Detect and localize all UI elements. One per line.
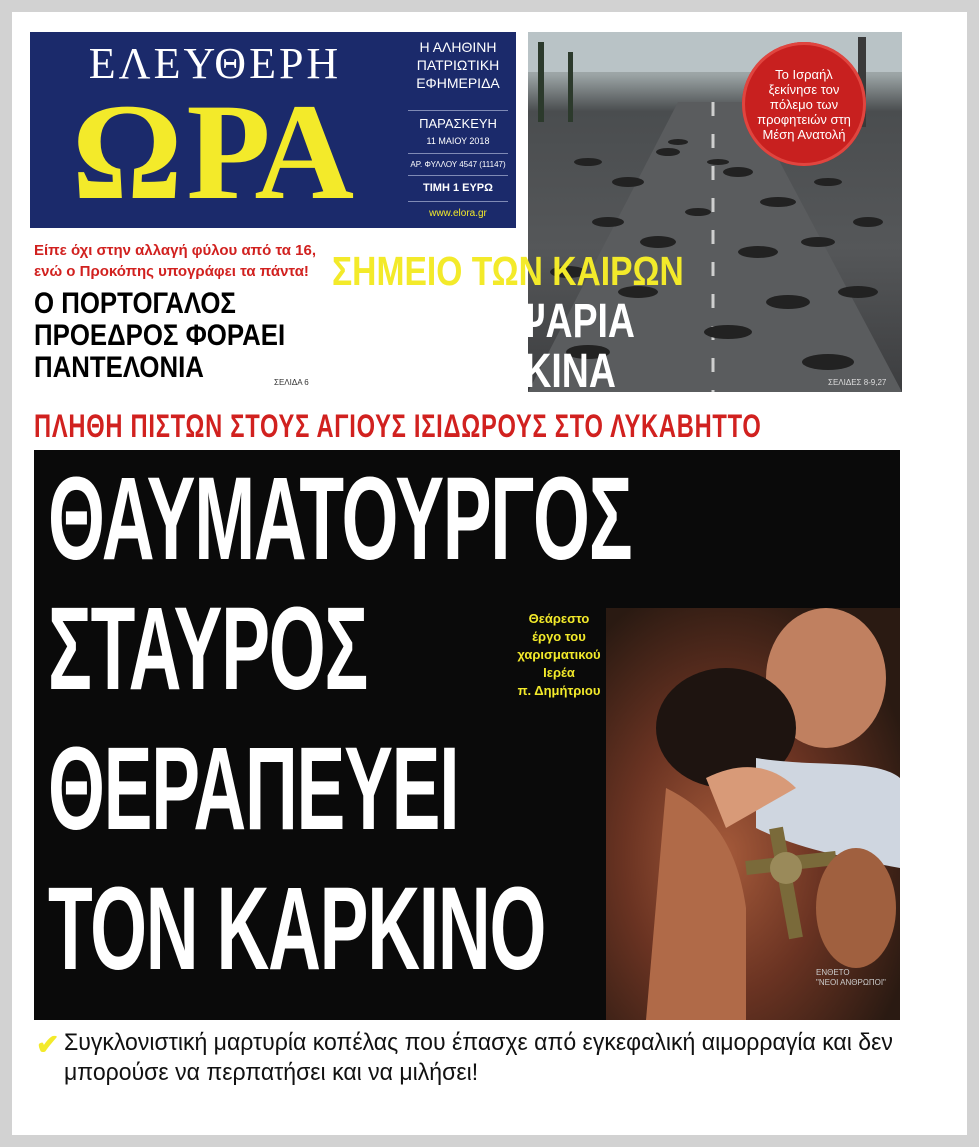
bottom-summary: Συγκλονιστική μαρτυρία κοπέλας που έπασχε από εγκεφαλική αιμορραγία και δεν μπορούσε να περπατήσει και να μιλήσει! — [64, 1029, 893, 1086]
stamp-text: Το Ισραήλ ξεκίνησε τον πόλεμο των προφητειών στη Μέση Ανατολή — [757, 66, 851, 142]
photo-credit — [816, 968, 886, 988]
main-story-box — [34, 450, 900, 1020]
israel-stamp-badge — [742, 42, 866, 166]
teaser-headline-line: ΠΑΝΤΕΛΟΝΙΑ — [34, 351, 204, 384]
credit-line: ΕΝΘΕΤΟ — [816, 968, 850, 977]
teaser-kicker-line: Είπε όχι στην αλλαγή φύλου από τα 16, — [34, 242, 317, 259]
teaser-headline-line: ΠΡΟΕΔΡΟΣ ΦΟΡΑΕΙ — [34, 319, 286, 352]
main-headline-line-1: ΘΑΥΜΑΤΟΥΡΓΟΣ — [48, 453, 632, 585]
issue-number: ΑΡ. ΦΥΛΛΟΥ 4547 (11147) — [410, 160, 506, 169]
cross-healing-photo — [606, 608, 900, 1020]
slogan — [400, 38, 516, 92]
divider — [408, 175, 508, 176]
caption-line: έργο του — [532, 629, 586, 644]
teaser-headline — [34, 288, 326, 384]
divider — [408, 153, 508, 154]
caption-line: χαρισματικού — [517, 647, 601, 662]
credit-line: "ΝΕΟΙ ΑΝΘΡΩΠΟΙ" — [816, 978, 886, 987]
issue-price: ΤΙΜΗ 1 ΕΥΡΩ — [423, 182, 493, 194]
masthead-title-main: ΩΡΑ — [71, 75, 359, 228]
cross-photo-illustration — [606, 608, 900, 1020]
teaser-kicker — [34, 240, 334, 282]
teaser-kicker-line: ενώ ο Προκόπης υπογράφει τα πάντα! — [34, 263, 309, 280]
checkmark-icon: ✔ — [36, 1029, 60, 1060]
divider — [408, 110, 508, 111]
fish-story-headline-2: ΣΕ ΙΡΑΝ & ΚΙΝΑ — [332, 345, 616, 398]
caption-line: Θεάρεστο — [528, 611, 590, 626]
slogan-line: Η ΑΛΗΘΙΝΗ — [419, 39, 497, 55]
caption-line: π. Δημήτριου — [517, 683, 601, 698]
fish-story-kicker: ΣΗΜΕΙΟ ΤΩΝ ΚΑΙΡΩΝ — [332, 248, 684, 294]
website-link[interactable]: www.elora.gr — [429, 208, 487, 219]
slogan-line: ΕΦΗΜΕΡΙΔΑ — [416, 75, 500, 91]
red-subheadline: ΠΛΗΘΗ ΠΙΣΤΩΝ ΣΤΟΥΣ ΑΓΙΟΥΣ ΙΣΙΔΩΡΟΥΣ ΣΤΟ ΛΥΚΑΒΗΤΤΟ — [34, 408, 762, 444]
masthead-title-top: ΕΛΕΥΘΕΡΗ — [88, 39, 342, 88]
newspaper-front-page — [12, 12, 967, 1135]
main-headline-line-2: ΣΤΑΥΡΟΣ — [48, 583, 368, 715]
issue-day: ΠΑΡΑΣΚΕΥΗ — [419, 116, 497, 131]
caption-line: Ιερέα — [543, 665, 575, 680]
issue-date: 11 ΜΑΙΟΥ 2018 — [426, 136, 490, 146]
teaser-page-ref: ΣΕΛΙΔΑ 6 — [274, 378, 309, 387]
fish-story-pages: ΣΕΛΙΔΕΣ 8-9,27 — [828, 378, 887, 387]
masthead — [30, 32, 400, 228]
divider — [408, 201, 508, 202]
main-headline-line-3: ΘΕΡΑΠΕΥΕΙ — [48, 723, 459, 855]
main-headline-line-4: ΤΟΝ ΚΑΡΚΙΝΟ — [48, 863, 546, 995]
photo-caption — [504, 610, 614, 700]
fish-story-headline-1: "ΒΡΕΧΕΙ" ΨΑΡΙΑ — [332, 295, 635, 348]
teaser-headline-line: Ο ΠΟΡΤΟΓΑΛΟΣ — [34, 287, 236, 320]
slogan-line: ΠΑΤΡΙΩΤΙΚΗ — [416, 57, 500, 73]
issue-info-box — [400, 32, 516, 228]
